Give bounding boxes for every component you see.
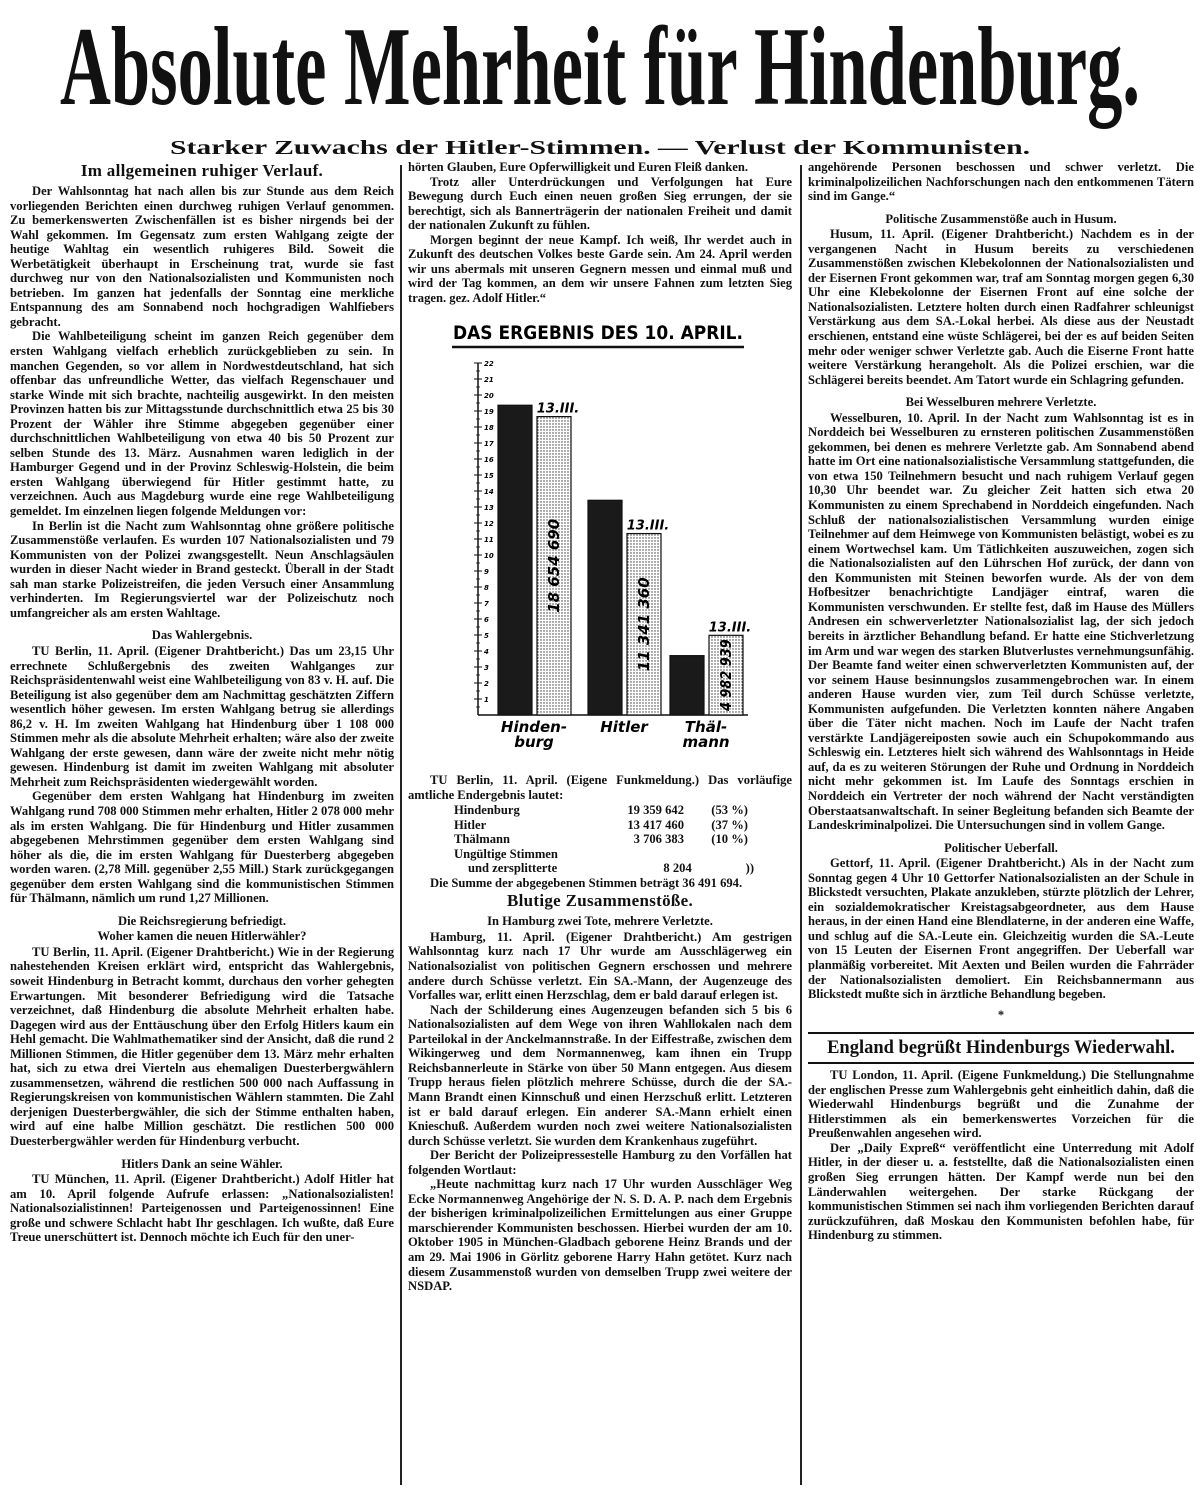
y-tick-label: 3 [484, 664, 489, 673]
masthead-svg [0, 0, 1200, 160]
candidate-name: Hindenburg [454, 803, 520, 818]
paragraph: Trotz aller Unterdrückungen und Verfolgungen hat Eure Bewegung durch Euch einen neuen großen Sieg errungen, der sie berechtigt, sich als Bannerträgerin der nationalen Freiheit und damit der nationalen Zukunft zu fühlen. [408, 174, 792, 233]
subsection-heading: In Hamburg zwei Tote, mehrere Verletzte. [487, 914, 713, 929]
y-tick-label: 20 [484, 392, 494, 401]
paragraph: Die Wahlbeteiligung scheint im ganzen Reich gegenüber dem ersten Wahlgang vielfach erheblich zurückgeblieben zu sein. In manchen Gegenden, so vor allem in Nordwestdeutschland, hat sich offenbar das unfreundliche Wetter, das vielfach Regenschauer und starke Winde mit sich brachte, nachteilig ausgewirkt. In den meisten Provinzen hatten bis zur Mittagsstunde durchschnittlich etwa 25 bis 30 Prozent der Wähler ihre Stimme abgegeben gegenüber einer durchschnittlichen Wahlbeteiligung von etwa 40 bis 50 Prozent zur selben Stunde des 13. März. Ausnahmen waren lediglich in der Hamburger Gegend und in der Provinz Schleswig-Holstein, die beim ersten Wahlgang überwiegend für Hitler gestimmt hatte, zu verzeichnen. Auch aus Magdeburg wurde eine rege Wahlbeteiligung gemeldet. Im einzelnen liegen folgende Meldungen vor: [10, 329, 394, 519]
paragraph: angehörende Personen beschossen und schwer verletzt. Die kriminalpolizeilichen Nachforschungen nach den entkommenen Tätern sind im Gange.“ [808, 160, 1194, 204]
paragraph: Morgen beginnt der neue Kampf. Ich weiß, Ihr werdet auch in Zukunft des deutschen Volkes beste Garde sein. Am 24. April werden wir uns abermals mit unseren Gegnern messen und einmal muß und wird der Tag kommen, an dem wir unsere Fahnen zum letzten Sieg tragen. gez. Adolf Hitler.“ [408, 232, 792, 305]
bar-series-tag: 13.III. [626, 519, 670, 535]
headline: Absolute Mehrheit für Hindenburg. [60, 5, 1140, 129]
subsection-heading: Hitlers Dank an seine Wähler. [121, 1156, 283, 1171]
y-tick-label: 11 [484, 536, 494, 545]
paragraph: In Berlin ist die Nacht zum Wahlsonntag ohne größere politische Zusammenstöße verlaufen. Es wurden 107 Nationalsozialisten und 79 Kommunisten von der Polizei zwangsgestellt. Neun Anschlagsäulen wurden in dieser Nacht wieder in Brand gesteckt. Überall in der Stadt sah man starke Polizeistreifen, die jeden Versuch einer Ansammlung verhinderten. Im Regierungsviertel war der Polizeischutz noch umfangreicher als am ersten Wahltage. [10, 518, 394, 620]
y-tick-label: 4 [484, 648, 489, 657]
results-table [454, 803, 754, 876]
vote-count: 8 204 [663, 861, 692, 876]
paragraph: TU Berlin, 11. April. (Eigene Funkmeldung.) Das vorläufige amtliche Endergebnis lautet: [408, 773, 792, 802]
article-columns [0, 160, 1200, 1490]
column-1 [10, 160, 394, 1490]
results-row [454, 803, 754, 818]
paragraph: TU Berlin, 11. April. (Eigener Drahtbericht.) Das um 23,15 Uhr errechnete Schlußergebnis des zweiten Wahlganges zur Reichspräsidentenwahl weist eine Wahlbeteiligung von 83 v. H. auf. Die Beteiligung ist also gegenüber dem am Nachmittag geschätzten Ziffern wesentlich höher gewesen. Im ersten Wahlgang betrug sie allerdings 86,2 v. H. Im zweiten Wahlgang hat Hindenburg über 1 108 000 Stimmen mehr als die absolute Mehrheit erhalten; wäre also der zweite Wahlgang der erste gewesen, dann wäre der zweite nicht mehr nötig gewesen. Hindenburg ist damit im zweiten Wahlgang mit absoluter Mehrheit zum Reichspräsidenten wiedergewählt worden. [10, 643, 394, 789]
vote-count: 3 706 383 [633, 832, 684, 847]
vote-percent: (10 %) [711, 832, 748, 847]
column-3 [808, 160, 1194, 1490]
y-tick-label: 10 [484, 552, 494, 561]
results-row [454, 832, 754, 847]
subsection-heading: Politischer Ueberfall. [944, 840, 1058, 855]
subsection-heading: Politische Zusammenstöße auch in Husum. [885, 211, 1117, 226]
results-row [454, 847, 754, 862]
paragraph: Wesselburen, 10. April. In der Nacht zum Wahlsonntag ist es in Norddeich bei Wesselburen zu ernsteren politischen Zusammenstößen gekommen, bei denen es mehrere Verletzte gab. Am Sonnabend abend hatte im Ort eine nationalsozialistische Versammlung stattgefunden, die von etwa 150 Teilnehmern besucht und nach ruhigem Verlauf gegen 10,30 Uhr beendet war. Zu gleicher Zeit hatten sich etwa 20 Kommunisten zu einem Sprechabend in Norddeich eingefunden. Nach Schluß der nationalsozialistischen Versammlung wurden einige Teilnehmer auf dem Heimwege von Kommunisten belästigt, wobei es zu einem Wortwechsel kam. Um Tätlichkeiten auszuweichen, zogen sich die Nationalsozialisten auf den Lührschen Hof zurück, der dann von den Kommunisten mit Steinen beworfen wurde. Als der von dem Hofbesitzer benachrichtigte Landjäger eintraf, waren die Kommunisten verschwunden. Er stellte fest, daß im Hause des Müllers Andresen ein schwerverletzter Nationalsozialist lag, der sich jedoch bereits in ärztlicher Behandlung befand. Er hatte eine Stichverletzung im Arm und war wegen des starken Blutverlustes vernehmungsunfähig. Der Beamte fand weiter einen schwerverletzten Kommunisten auf, der vor seinem Hause besinnungslos zusammengebrochen war. In einem anderen Hause wurden vier, zum Teil durch Schüsse verletzte, Kommunisten aufgefunden. Die Verletzten konnten nähere Angaben über die Täter nicht machen. Noch im Laufe der Nacht trafen verstärkte Landjägereiposten sowie auch ein Schupokommando aus Schleswig ein. Letzteres hielt sich während des Wahlsonntags in Heide auf, da es zu weiteren Störungen der Ruhe und Ordnung in Norddeich nicht mehr gekommen ist. Im Laufe des Sonntags erschien in Norddeich ein Vertreter der noch während der Nacht verständigten Oberstaatsanwaltschaft. In seiner Begleitung befanden sich Beamte der Landeskriminalpolizei. Die Untersuchungen sind in vollem Gange. [808, 410, 1194, 833]
candidate-name: Hitler [454, 817, 487, 832]
y-tick-label: 22 [484, 360, 494, 369]
paragraph: Der „Daily Expreß“ veröffentlicht eine Unterredung mit Adolf Hitler, in der dieser u. a. feststellte, daß die Nationalsozialisten einen großen Sieg errungen hätten. Der Kampf werde nun bei den Länderwahlen weitergehen. Der starke Rückgang der kommunistischen Stimmen sei nach ihm vorliegenden Berichten darauf zurückzuführen, daß Moskau den Kommunisten befohlen habe, für Hindenburg zu stimmen. [808, 1140, 1194, 1243]
vote-percent [684, 847, 748, 862]
paragraph: Husum, 11. April. (Eigener Drahtbericht.) Nachdem es in der vergangenen Nacht in Husum bereits zu verschiedenen Zusammenstößen zwischen Klebekolonnen der Nationalsozialisten und der Eisernen Front gekommen war, traf am Sonntag morgen gegen 6,30 Uhr eine Klebekolonne der Eisernen Front auf eine solche der Nationalsozialisten. Letztere holten durch einen Radfahrer schleunigst Verstärkung aus dem SA.-Lokal herbei. Als diese aus der Neustadt erschienen, entstand eine wüste Schlägerei, bei der es auf beiden Seiten mehr oder weniger schwer Verletzte gab. Auch die Eiserne Front hatte weitere Verstärkung herangeholt. Als die Polizei erschien, war die Schlägerei bereits beendet. Am Tatort wurde ein Schlagring gefunden. [808, 227, 1194, 387]
y-tick-label: 2 [484, 680, 489, 689]
x-category-label-part: Thäl- [684, 718, 728, 737]
x-category-label-part: burg [514, 733, 554, 752]
column-2 [408, 160, 792, 1490]
paragraph: hörten Glauben, Eure Opferwilligkeit und Euren Fleiß danken. [408, 160, 748, 174]
x-category-label-part: Hinden- [500, 718, 568, 737]
x-category-label [501, 718, 567, 751]
y-tick-label: 9 [484, 568, 489, 577]
candidate-name: Ungültige Stimmen [454, 846, 558, 861]
subsection-heading: Das Wahlergebnis. [151, 628, 253, 643]
chart-title: DAS ERGEBNIS DES 10. APRIL. [453, 322, 743, 345]
y-tick-label: 8 [484, 584, 489, 593]
vote-percent: (53 %) [711, 803, 748, 818]
vote-count [604, 847, 684, 862]
candidate-name: und zersplitterte [468, 861, 558, 876]
y-tick-label: 5 [484, 632, 489, 641]
paragraph: Gettorf, 11. April. (Eigener Drahtbericht.) Als in der Nacht zum Sonntag gegen 4 Uhr 10 Gettorfer Nationalsozialisten an der Schule in Blickstedt versuchten, Plakate anzukleben, stürzte plötzlich der Lehrer, ein sozialdemokratischer Kreistagsabgeordneter, aus dem Hause heraus, in der einen Hand eine Blendlaterne, in der anderen eine Waffe, und schlug auf die SA.-Leute ein. Gleichzeitig wurden die SA.-Leute von 15 Leuten der Eisernen Front angegriffen. Der Ueberfall war planmäßig vorbereitet. Mit Aexten und Beilen wurden die Fahrräder der Nationalsozialisten demoliert. Ein Reichsbannermann aus Blickstedt mußte sich in ärztliche Behandlung begeben. [808, 856, 1194, 1002]
vote-count: 19 359 642 [627, 803, 684, 818]
vote-percent: (37 %) [711, 817, 748, 832]
subheadline: Starker Zuwachs der Hitler-Stimmen. — Verlust der Kommunisten. [170, 137, 1030, 159]
bar-april [588, 501, 622, 716]
x-category-label [682, 718, 729, 751]
paragraph: TU Berlin, 11. April. (Eigener Drahtbericht.) Wie in der Regierung nahestehenden Kreisen erklärt wird, entspricht das Wahlergebnis, soweit Hindenburg in Betracht kommt, durchaus den vorher gehegten Erwartungen. Mit besonderer Befriedigung wird die Tatsache verzeichnet, daß Hindenburg die absolute Mehrheit erhalten habe. Dagegen wird aus der Enttäuschung über den Erfolg Hitlers kaum ein Hehl gemacht. Die Wahlmathematiker sind der Ansicht, daß die rund 2 Millionen Stimmen, die Hitler gegenüber dem 13. März mehr erhalten hat, sich zu etwa drei Vierteln aus ehemaligen Duesterbergwählern zusammensetzen, während die restlichen 500 000 nach Auffassung in Regierungskreisen von kommunistischen Wählern stammten. Die Zahl derjenigen Duesterbergwähler, die sich der Stimme enthalten haben, wird auf eine halbe Million geschätzt. Die restlichen 500 000 Duesterbergwähler werden für Hindenburg verbucht. [10, 944, 394, 1148]
y-tick-label: 21 [484, 376, 494, 385]
x-category-label [600, 718, 649, 736]
paragraph: Hamburg, 11. April. (Eigener Drahtbericht.) Am gestrigen Wahlsonntag kurz nach 17 Uhr wurde am Ausschlägerweg ein Nationalsozialist von politischen Gegnern erschossen und mehrere andere durch Schüsse verletzt. Ein SA.-Mann, der Augenzeuge des Vorfalles war, erlitt einen Herzschlag, dem er bald darauf erlegen ist. [408, 929, 792, 1003]
y-tick-label: 13 [484, 504, 494, 513]
y-tick-label: 15 [484, 472, 494, 481]
paragraph: Nach der Schilderung eines Augenzeugen befanden sich 5 bis 6 Nationalsozialisten auf dem Wege von ihren Wahllokalen nach dem Parteilokal in der Anckelmannstraße. In der Eiffestraße, zwischen dem Wikingerweg und dem Normannenweg, kam ihnen ein Trupp Reichsbannerleute in Stärke von über 50 Mann entgegen. Aus diesem Trupp heraus fielen plötzlich mehrere Schüsse, durch die der SA.-Mann Brandt einen Kinnschuß und einen Herzschuß erlitt. Letzteren ist er bald darauf erlegen. Ein anderer SA.-Mann erhielt einen Knieschuß. Außerdem wurden noch zwei weitere Nationalsozialisten durch Schüsse verletzt. Sie wurden dem Krankenhaus zugeführt. [408, 1002, 792, 1148]
bar-april [498, 406, 532, 716]
candidate-name: Thälmann [454, 832, 510, 847]
chart-figure [408, 315, 792, 759]
paragraph: TU München, 11. April. (Eigener Drahtbericht.) Adolf Hitler hat am 10. April folgende Aufrufe erlassen: „Nationalsozialisten! Nationalsozialistinnen! Parteigenossen und Parteigenossinnen! Eine große und schwere Schlacht habt Ihr geschlagen. Ich wußte, daß Eure Treue unerschüttert ist. Dennoch möchte ich Euch für den uner- [10, 1172, 394, 1245]
x-category-label-part: mann [682, 733, 730, 752]
bar-april [670, 656, 704, 715]
feature-heading: England begrüßt Hindenburgs Wiederwahl. [808, 1032, 1194, 1064]
bar-value-label: 18 654 690 [545, 519, 563, 614]
subsection-heading: Bei Wesselburen mehrere Verletzte. [905, 395, 1097, 410]
vote-percent: )) [745, 861, 755, 876]
y-tick-label: 18 [484, 424, 494, 433]
bar-series-tag: 13.III. [536, 402, 580, 418]
y-tick-label: 17 [484, 440, 494, 449]
section-heading: Blutige Zusammenstöße. [506, 891, 694, 911]
paragraph: Der Wahlsonntag hat nach allen bis zur Stunde aus dem Reich vorliegenden Berichten einen durchweg ruhigen Verlauf genommen. Zu bemerkenswerten Zwischenfällen ist es bisher nirgends bei der Wahl gekommen. Im Gegensatz zum ersten Wahlgang zeigte der heutige Wahltag ein wesentlich ruhigeres Bild. Soweit die Werbetätigkeit überhaupt in Erscheinung trat, wurde sie fast durchweg nur von den Nationalsozialisten und Kommunisten noch betrieben. Im ganzen hat jedenfalls der Sonntag eine merkliche Entspannung des am Sonnabend noch hochgradigen Wahlfiebers gebracht. [10, 184, 394, 329]
paragraph: TU London, 11. April. (Eigene Funkmeldung.) Die Stellungnahme der englischen Presse zum Wahlergebnis geht einheitlich dahin, daß die Wiederwahl Hindenburgs begrüßt und die Zunahme der Hitlerstimmen als ein bemerkenswertes Vorzeichen für die Preußenwahlen angesehen wird. [808, 1068, 1194, 1141]
subsection-heading: Woher kamen die neuen Hitlerwähler? [97, 929, 307, 944]
results-row [454, 818, 754, 833]
bar-series-tag: 13.III. [708, 620, 752, 636]
bar-value-label: 4 982 939 [717, 627, 735, 712]
paragraph: Gegenüber dem ersten Wahlgang hat Hindenburg im zweiten Wahlgang rund 708 000 Stimmen mehr erhalten, Hitler 2 078 000 mehr als im ersten Wahlgang. Die für Hindenburg und Hitler zusammen abgegebenen Mehrstimmen gegenüber dem ersten Wahlgang sind höher als die, die im ersten Wahlgang für Duesterberg abgegeben worden waren. (2,78 Mill. gegenüber 2,55 Mill.) Stark zurückgegangen gegenüber dem ersten Wahlgang sind die kommunistischen Stimmen für Thälmann, nämlich um rund 1,27 Millionen. [10, 789, 394, 906]
results-row [454, 861, 754, 876]
bar-value-label: 11 341 360 [635, 577, 653, 672]
vote-count: 13 417 460 [627, 817, 684, 832]
y-tick-label: 1 [484, 696, 489, 705]
y-tick-label: 16 [484, 456, 494, 465]
y-tick-label: 14 [484, 488, 494, 497]
paragraph: Der Bericht der Polizeipressestelle Hamburg zu den Vorfällen hat folgenden Wortlaut: [408, 1148, 792, 1177]
y-tick-label: 6 [484, 616, 489, 625]
section-heading: Im allgemeinen ruhiger Verlauf. [80, 161, 324, 180]
x-category-label-part: Hitler [600, 718, 648, 737]
y-tick-label: 7 [484, 600, 489, 609]
y-tick-label: 12 [484, 520, 494, 529]
paragraph: Die Summe der abgegebenen Stimmen beträgt 36 491 694. [430, 875, 743, 890]
section-divider: * [997, 1007, 1005, 1022]
election-chart [408, 315, 788, 755]
paragraph: „Heute nachmittag kurz nach 17 Uhr wurden Ausschläger Weg Ecke Normannenweg Angehörige der N. S. D. A. P. nach dem Ergebnis der bisherigen kriminalpolizeilichen Ermittelungen aus einer Gruppe marschierender Kommunisten beschossen. Hierbei wurden der am 10. Oktober 1905 in München-Gladbach geborene Heinz Brands und der am 29. Mai 1906 in Görlitz geborene Harry Hahn getötet. Kurz nach diesem Zusammenstoß wurden von demselben Trupp zwei weitere der NSDAP. [408, 1177, 792, 1294]
masthead [0, 0, 1200, 160]
y-tick-label: 19 [484, 408, 494, 417]
subsection-heading: Die Reichsregierung befriedigt. [118, 913, 286, 928]
